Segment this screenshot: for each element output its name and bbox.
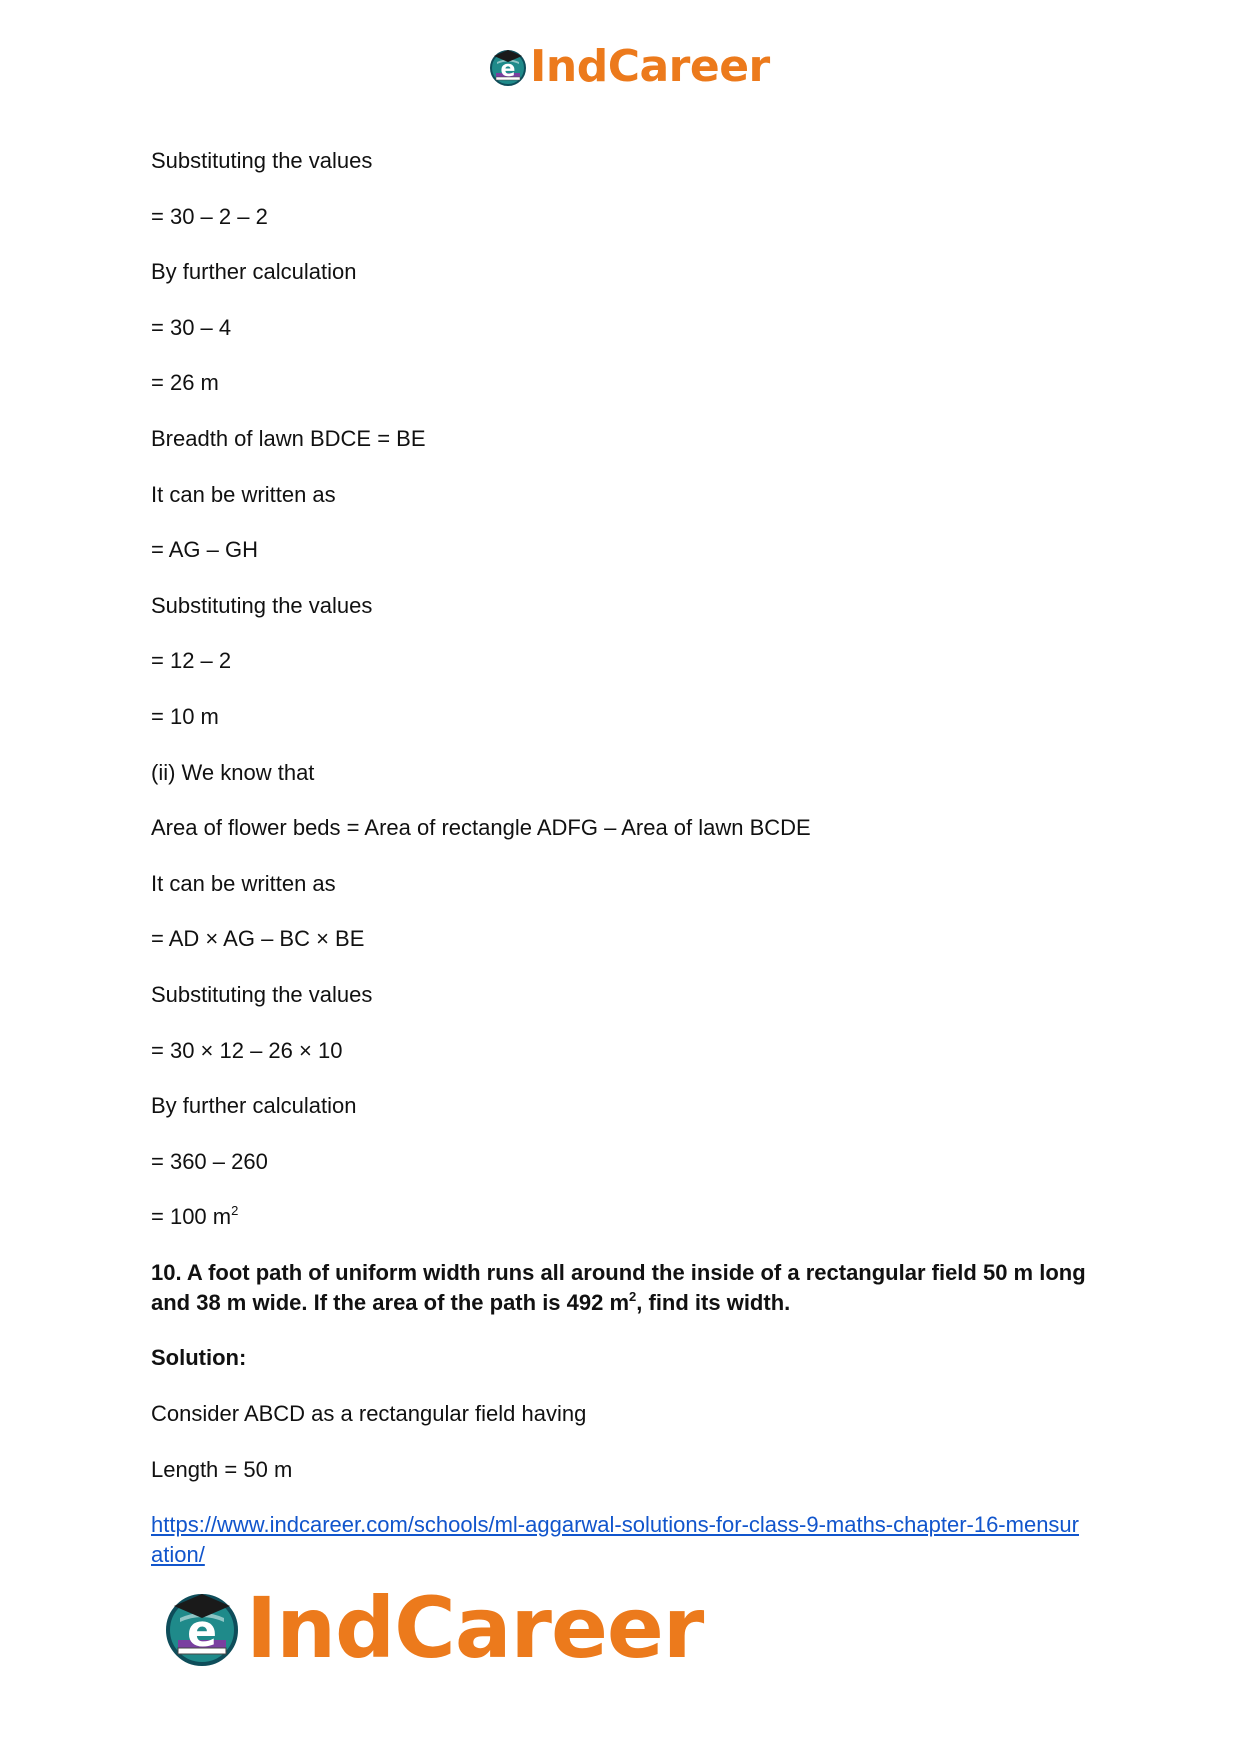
text-line: = 10 m xyxy=(151,703,219,729)
text-line: Area of flower beds = Area of rectangle ADFG – Area of lawn BCDE xyxy=(151,815,811,841)
solution-line: Length = 50 m xyxy=(151,1456,293,1482)
text-line: By further calculation xyxy=(151,1093,357,1119)
text-line: = 30 – 4 xyxy=(151,314,232,340)
text-line: Substituting the values xyxy=(151,592,373,618)
text-line: By further calculation xyxy=(151,259,357,285)
svg-text:e: e xyxy=(187,1606,217,1657)
text-line: Breadth of lawn BDCE = BE xyxy=(151,425,426,451)
text-line: Substituting the values xyxy=(151,148,373,173)
logo-wordmark: IndCareer xyxy=(246,1579,704,1677)
globe-book-icon xyxy=(162,1588,242,1668)
page-content xyxy=(151,146,1091,1570)
solution-line: Consider ABCD as a rectangular field having xyxy=(151,1401,587,1427)
area-result-text: = 100 m xyxy=(151,1204,232,1230)
superscript: 2 xyxy=(629,1288,637,1304)
superscript: 2 xyxy=(231,1203,239,1219)
globe-book-icon xyxy=(488,47,528,87)
text-line: = 360 – 260 xyxy=(151,1148,268,1174)
svg-text:e: e xyxy=(500,57,516,82)
text-line: = 26 m xyxy=(151,370,219,396)
logo-wordmark: IndCareer xyxy=(530,41,770,92)
text-line: It can be written as xyxy=(151,870,336,896)
text-line: (ii) We know that xyxy=(151,759,315,785)
text-line: It can be written as xyxy=(151,481,336,507)
source-link[interactable]: https://www.indcareer.com/schools/ml-aggarwal-solutions-for-class-9-maths-chapter-16-mensuration/ xyxy=(151,1512,1079,1568)
text-line: = 30 × 12 – 26 × 10 xyxy=(151,1037,343,1063)
question-text-part2: , find its width. xyxy=(636,1289,791,1315)
question-10 xyxy=(151,1258,1091,1318)
indcareer-logo-footer xyxy=(162,1579,704,1677)
indcareer-logo-header xyxy=(488,41,770,92)
text-line: = 30 – 2 – 2 xyxy=(151,203,268,229)
text-line: = 12 – 2 xyxy=(151,648,232,674)
question-text-part1: 10. A foot path of uniform width runs all around the inside of a rectangular field 50 m long and 38 m wide. If the area of the path is 492 m xyxy=(151,1259,1086,1315)
text-line: = AG – GH xyxy=(151,537,258,563)
text-line: = AD × AG – BC × BE xyxy=(151,926,365,952)
solution-label: Solution: xyxy=(151,1345,247,1371)
area-result-line xyxy=(151,1202,1091,1232)
text-line: Substituting the values xyxy=(151,981,373,1007)
